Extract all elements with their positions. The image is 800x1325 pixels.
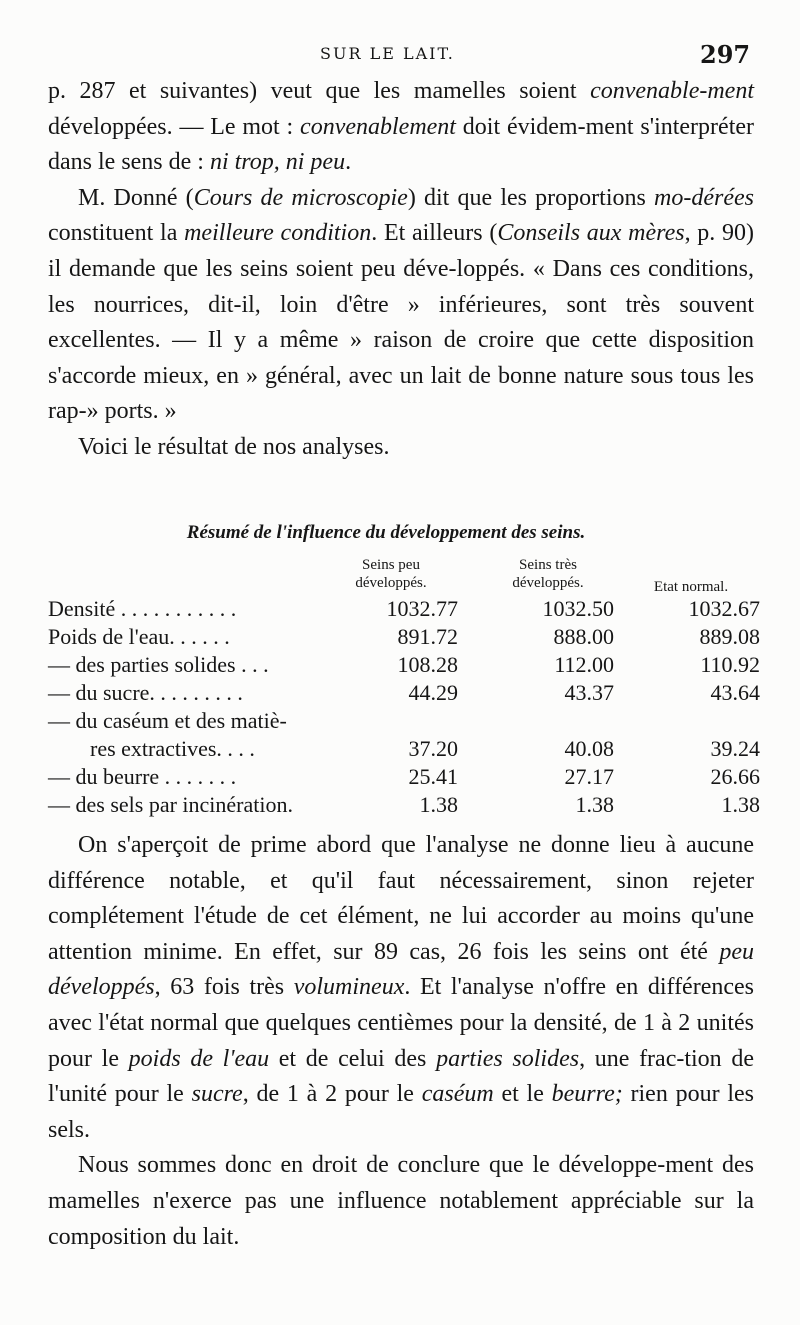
text-run: On s'aperçoit de prime abord que l'analyse ne donne lieu à aucune différence notable, et qu'il faut nécessairement, sinon rejeter complétement l'étude de cet élément, ne lui accorder au moins qu'une attention minime. En effet, sur 89 cas, 26 fois les seins ont été: [48, 832, 754, 965]
italic-run: convenable-ment: [590, 78, 754, 104]
text-run: M. Donné (: [78, 184, 194, 211]
row-label: Poids de l'eau. . . . . .: [48, 624, 230, 649]
italic-run: mo-dérées: [654, 184, 754, 211]
bottom-text-block: [48, 828, 754, 1255]
cell-value: 1032.67: [688, 596, 760, 621]
cell-value: 1.38: [575, 792, 614, 817]
cell-value: 888.00: [553, 624, 614, 649]
row-label: — du beurre . . . . . . .: [48, 764, 237, 789]
row-label: — des parties solides . . .: [48, 652, 269, 677]
cell-value: 1032.50: [542, 596, 614, 621]
top-text-block: [48, 74, 754, 466]
italic-run: meilleure condition: [184, 220, 372, 247]
column-header-line: Etat normal.: [653, 579, 729, 595]
text-run: et le: [493, 1081, 552, 1108]
text-run: , p. 90) il demande que les seins soient peu déve-loppés. « Dans ces conditions, les nourrices, dit-il, loin d'être » inférieures, sont très souvent excellentes. — Il y a même » raison de croire que cette disposition s'accorde mieux, en » général, avec un lait de bonne nature sous tous les rap-» ports. »: [48, 220, 754, 425]
column-header-3: [628, 578, 754, 596]
column-header-line: Seins très: [519, 557, 577, 573]
column-header-2: [488, 556, 608, 592]
column-header-1: [336, 556, 446, 592]
italic-run: convenablement: [300, 113, 456, 140]
table-row: [48, 652, 760, 680]
paragraph-5: Nous sommes donc en droit de conclure que le développe-ment des mamelles n'exerce pas une influence notablement appréciable sur la composition du lait.: [48, 1152, 754, 1250]
paragraph-2: [48, 181, 754, 430]
italic-run: sucre: [191, 1081, 243, 1108]
italic-run: caséum: [421, 1081, 494, 1108]
row-label: Densité . . . . . . . . . . .: [48, 596, 237, 621]
column-header-line: Seins peu: [362, 557, 420, 573]
row-label: res extractives. . . .: [90, 736, 255, 761]
text-run: ) dit que les proportions: [407, 184, 655, 211]
cell-value: 26.66: [710, 764, 760, 789]
table-title: [48, 522, 754, 544]
paragraph-4: [48, 828, 754, 1148]
text-run: p. 287 et suivantes) veut que les mamelles soient: [48, 78, 591, 104]
cell-value: 43.37: [564, 680, 614, 705]
table-row: [48, 764, 760, 792]
row-label: — du sucre. . . . . . . . .: [48, 680, 243, 705]
italic-run: poids de l'eau: [128, 1045, 270, 1072]
row-label: — des sels par incinération.: [48, 792, 293, 817]
italic-run: Cours de microscopie: [193, 184, 408, 211]
text-run: doit évidem-ment s'interpréter dans le sens de :: [48, 113, 755, 176]
italic-run: volumineux: [293, 974, 405, 1001]
italic-run: ni trop, ni peu: [209, 149, 346, 176]
column-header-line: développés.: [512, 575, 584, 591]
cell-value: 39.24: [710, 736, 760, 761]
cell-value: 27.17: [564, 764, 614, 789]
cell-value: 1.38: [419, 792, 458, 817]
paragraph-1: [48, 74, 754, 181]
text-run: , de 1 à 2 pour le: [242, 1081, 422, 1108]
cell-value: 110.92: [700, 652, 760, 677]
cell-value: 891.72: [397, 624, 458, 649]
column-header-line: développés.: [355, 575, 427, 591]
paragraph-3: Voici le résultat de nos analyses.: [78, 433, 390, 460]
text-run: développées. — Le mot :: [48, 113, 301, 140]
text-run: , une frac-tion de l'unité pour le: [48, 1045, 755, 1108]
cell-value: 40.08: [564, 736, 614, 761]
page-number: 297: [700, 40, 751, 69]
table-row: [48, 596, 760, 624]
table-row: [48, 736, 760, 764]
italic-run: Conseils aux mères: [497, 220, 685, 247]
table-title-text: Résumé de l'influence du développement des seins.: [186, 522, 586, 543]
running-title: SUR LE LAIT.: [320, 44, 455, 63]
cell-value: 37.20: [408, 736, 458, 761]
text-run: .: [345, 149, 352, 176]
table-row: [48, 680, 760, 708]
italic-run: beurre;: [551, 1081, 623, 1108]
text-run: et de celui des: [269, 1045, 437, 1072]
table-row: [48, 792, 760, 820]
text-run: constituent la: [48, 220, 185, 247]
cell-value: 44.29: [408, 680, 458, 705]
cell-value: 889.08: [699, 624, 760, 649]
cell-value: 1032.77: [386, 596, 458, 621]
text-run: , 63 fois très: [154, 974, 294, 1001]
cell-value: 43.64: [710, 680, 760, 705]
cell-value: 112.00: [554, 652, 614, 677]
cell-value: 25.41: [408, 764, 458, 789]
row-label: — du caséum et des matiè-: [48, 708, 287, 733]
text-run: rien pour les sels.: [48, 1081, 755, 1143]
text-run: . Et l'analyse n'offre en différences avec l'état normal que quelques centièmes pour la densité, de 1 à 2 unités pour le: [48, 974, 754, 1072]
table-row: [48, 708, 754, 736]
text-run: . Et ailleurs (: [371, 220, 498, 247]
table-row: [48, 624, 760, 652]
italic-run: parties solides: [436, 1045, 580, 1072]
italic-run: peu développés: [48, 938, 754, 1001]
cell-value: 1.38: [721, 792, 760, 817]
cell-value: 108.28: [397, 652, 458, 677]
